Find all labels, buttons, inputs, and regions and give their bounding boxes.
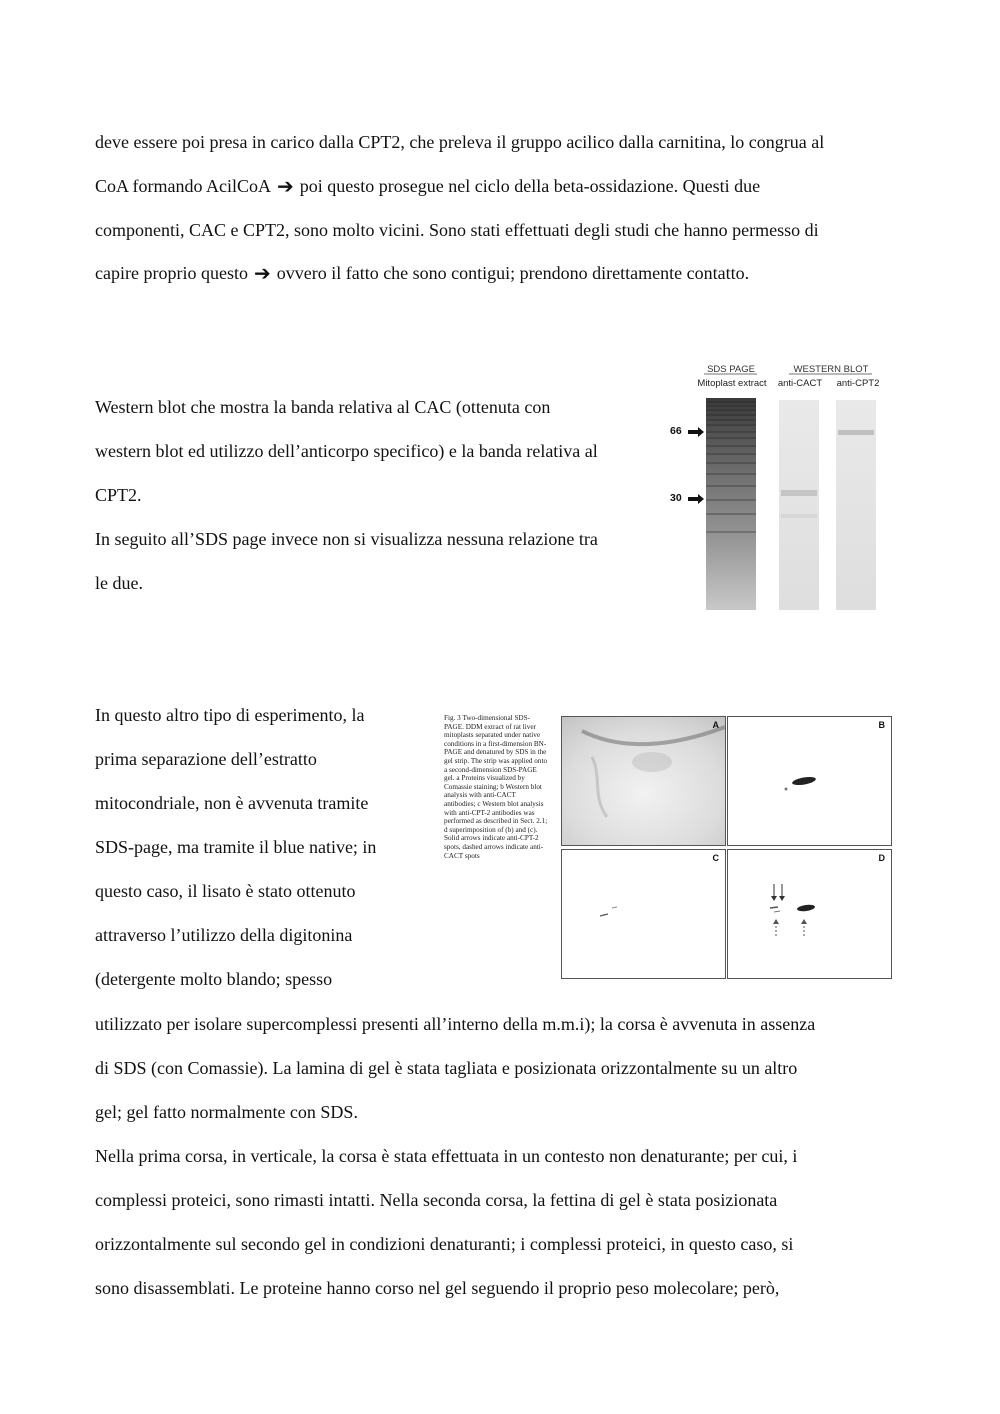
text-span: CoA formando AcilCoA <box>95 176 271 196</box>
marker-66-label: 66 <box>670 425 682 437</box>
mitoplast-extract-label: Mitoplast extract <box>697 378 767 389</box>
text-line: prima separazione dell’estratto <box>95 749 317 769</box>
text-line: sono disassemblati. Le proteine hanno corso nel gel seguendo il proprio peso molecolare; però, <box>95 1278 780 1298</box>
text-line <box>95 175 760 197</box>
text-line: (detergente molto blando; spesso <box>95 969 333 989</box>
panel-b <box>727 716 892 846</box>
panel-c-label: C <box>712 853 719 863</box>
text-line: questo caso, il lisato è stato ottenuto <box>95 881 356 901</box>
sds-page-header: SDS PAGE <box>707 364 755 375</box>
panel-b-image <box>728 717 891 845</box>
western-blot-figure <box>668 362 898 614</box>
text-line: componenti, CAC e CPT2, sono molto vicini. Sono stati effettuati degli studi che hanno permesso di <box>95 220 819 240</box>
figure-caption: Fig. 3 Two-dimensional SDS-PAGE. DDM extract of rat liver mitoplasts separated under native conditions in a first-dimension BN-PAGE and denatured by SDS in the gel strip. The strip was applied onto a second-dimension SDS-PAGE gel. a Proteins visualized by Comassie staining; b Western blot analysis with anti-CACT antibodies; c Western blot analysis with anti-CPT-2 antibodies was performed as described in Sect. 2.1; d superimposition of (b) and (c). Solid arrows indicate anti-CPT-2 spots, dashed arrows indicate anti-CACT spots <box>444 714 548 860</box>
text-line: attraverso l’utilizzo della digitonina <box>95 925 353 945</box>
arrow-right-icon: ➔ <box>253 261 271 285</box>
western-blot-header: WESTERN BLOT <box>793 364 869 375</box>
anti-cpt2-label: anti-CPT2 <box>836 378 880 389</box>
text-line <box>95 262 749 284</box>
text-line: In questo altro tipo di esperimento, la <box>95 705 365 725</box>
text-line: SDS-page, ma tramite il blue native; in <box>95 837 377 857</box>
panel-c-image <box>562 850 725 978</box>
panel-d <box>727 849 892 979</box>
text-line: gel; gel fatto normalmente con SDS. <box>95 1102 358 1122</box>
text-line: deve essere poi presa in carico dalla CPT2, che preleva il gruppo acilico dalla carnitina, lo congrua al <box>95 132 825 152</box>
text-line: Western blot che mostra la banda relativa al CAC (ottenuta con <box>95 397 551 417</box>
text-line: le due. <box>95 573 143 593</box>
text-span: capire proprio questo <box>95 263 248 283</box>
text-line: complessi proteici, sono rimasti intatti. Nella seconda corsa, la fettina di gel è stata posizionata <box>95 1190 778 1210</box>
text-line: Nella prima corsa, in verticale, la corsa è stata effettuata in un contesto non denaturante; per cui, i <box>95 1146 798 1166</box>
text-line: di SDS (con Comassie). La lamina di gel è stata tagliata e posizionata orizzontalmente su un altro <box>95 1058 798 1078</box>
western-blot-image <box>668 362 898 614</box>
arrow-right-icon: ➔ <box>277 174 294 198</box>
panel-a-label: A <box>712 720 719 730</box>
panel-a <box>561 716 726 846</box>
panel-d-image <box>728 850 891 978</box>
text-span: poi questo prosegue nel ciclo della beta-ossidazione. Questi due <box>299 176 761 196</box>
anti-cact-label: anti-CACT <box>777 378 823 389</box>
panel-c <box>561 849 726 979</box>
text-line: CPT2. <box>95 485 142 505</box>
panel-d-label: D <box>878 853 885 863</box>
text-line: orizzontalmente sul secondo gel in condizioni denaturanti; i complessi proteici, in questo caso, si <box>95 1234 794 1254</box>
text-line: mitocondriale, non è avvenuta tramite <box>95 793 369 813</box>
panel-b-label: B <box>878 720 885 730</box>
text-line: western blot ed utilizzo dell’anticorpo specifico) e la banda relativa al <box>95 441 598 461</box>
panel-a-image <box>562 717 725 845</box>
text-line: utilizzato per isolare supercomplessi presenti all’interno della m.m.i); la corsa è avvenuta in assenza <box>95 1014 816 1034</box>
text-span: ovvero il fatto che sono contigui; prendono direttamente contatto. <box>276 263 750 283</box>
text-line: In seguito all’SDS page invece non si visualizza nessuna relazione tra <box>95 529 598 549</box>
marker-30-label: 30 <box>670 492 682 504</box>
